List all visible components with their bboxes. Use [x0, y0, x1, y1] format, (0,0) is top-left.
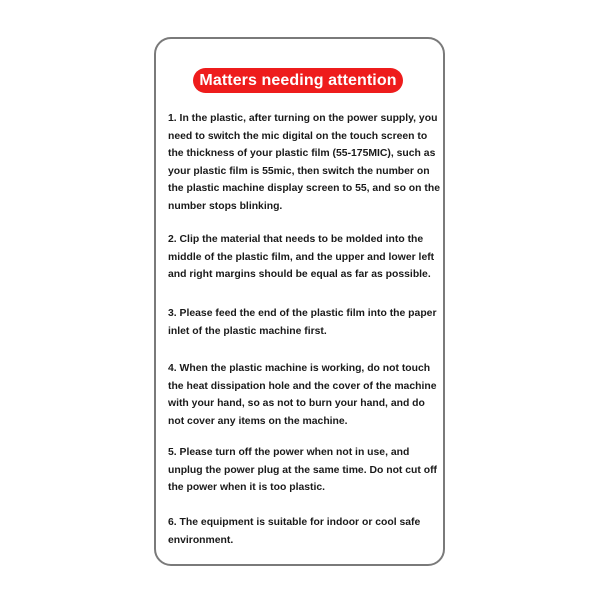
- notice-title: Matters needing attention: [193, 68, 403, 93]
- note-item-3: 3. Please feed the end of the plastic film into the paper inlet of the plastic machine first.: [168, 308, 437, 337]
- note-item-5: 5. Please turn off the power when not in use, and unplug the power plug at the same time. Do not cut off the power when it is too plastic.: [168, 447, 437, 493]
- note-item-2: 2. Clip the material that needs to be molded into the middle of the plastic film, and the upper and lower left and right margins should be equal as far as possible.: [168, 234, 435, 280]
- note-item-4: 4. When the plastic machine is working, do not touch the heat dissipation hole and the cover of the machine with your hand, so as not to burn your hand, and do not cover any items on the machine.: [168, 363, 437, 427]
- note-item-6: 6. The equipment is suitable for indoor or cool safe environment.: [168, 517, 421, 546]
- note-item-1: 1. In the plastic, after turning on the power supply, you need to switch the mic digital on the touch screen to the thickness of your plastic film (55-175MIC), such as your plastic film is 55mic, then switch the number on the plastic machine display screen to 55, and so on the number stops blinking.: [168, 113, 440, 212]
